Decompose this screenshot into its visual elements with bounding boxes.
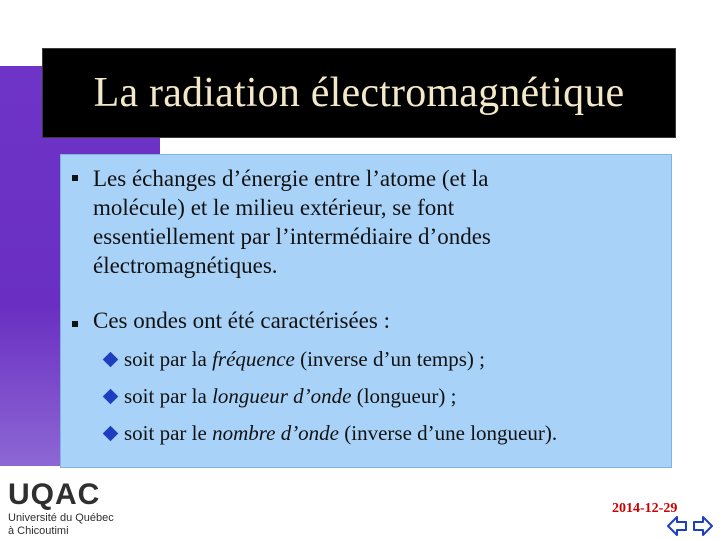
sub-item-emphasis: fréquence (212, 347, 295, 371)
content-panel (60, 154, 672, 468)
sub-item-text: (longueur) ; (351, 384, 457, 408)
logo-line-2: à Chicoutimi (8, 525, 69, 537)
sub-item-emphasis: longueur d’onde (212, 384, 352, 408)
logo-name: UQAC (8, 478, 101, 511)
sub-item (103, 383, 456, 409)
square-bullet-icon (72, 175, 78, 181)
slide-date: 2014-12-29 (612, 501, 678, 516)
sub-item (103, 346, 485, 372)
sub-item-text: soit par la (124, 384, 213, 408)
sub-item-text: (inverse d’une longueur). (339, 421, 558, 445)
slide-title: La radiation électromagnétique (93, 70, 625, 116)
bullet-1-line: essentiellement par l’intermédiaire d’ondes (93, 224, 491, 249)
diamond-bullet-icon (103, 426, 119, 442)
bullet-1-text (93, 164, 491, 280)
bullet-2-text: Ces ondes ont été caractérisées : (93, 308, 390, 333)
title-banner (42, 48, 676, 138)
sub-item-text: soit par le (124, 421, 213, 445)
bullet-1-line: électromagnétiques. (93, 253, 278, 278)
bullet-1-line: Les échanges d’énergie entre l’atome (et la (93, 166, 489, 191)
diamond-bullet-icon (103, 352, 119, 368)
diamond-bullet-icon (103, 389, 119, 405)
left-right-arrows-icon[interactable] (666, 514, 714, 538)
square-bullet-icon (72, 321, 78, 327)
sub-item-text: (inverse d’un temps) ; (294, 347, 485, 371)
sub-item-emphasis: nombre d’onde (212, 421, 340, 445)
bullet-1-line: molécule) et le milieu extérieur, se font (93, 195, 455, 220)
sub-item (103, 420, 557, 446)
sub-item-text: soit par la (124, 347, 213, 371)
logo-line-1: Université du Québec (8, 512, 114, 524)
uqac-logo (4, 478, 124, 540)
